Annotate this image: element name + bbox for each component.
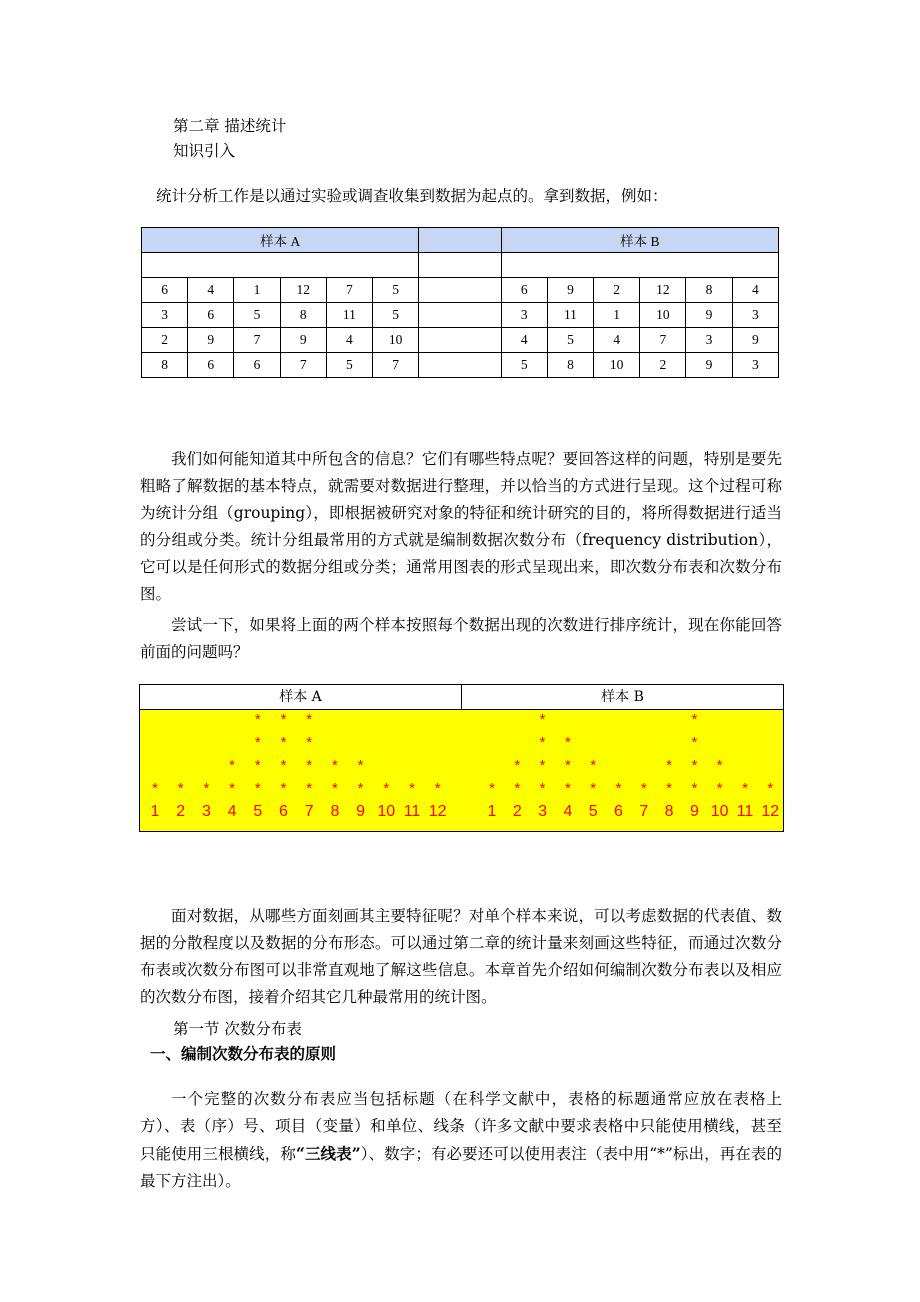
sample-a-cell: 6 (188, 303, 234, 328)
sample-b-cell: 5 (547, 328, 593, 353)
sample-a-cell: 2 (142, 328, 188, 353)
freq-star-b: * (640, 780, 647, 797)
sample-b-cell: 9 (547, 278, 593, 303)
paragraph-principles (140, 1086, 782, 1195)
sample-a-cell: 5 (326, 353, 372, 378)
freq-star-a: * (306, 734, 313, 751)
freq-label-a: 5 (253, 803, 263, 820)
frequency-chart (139, 684, 784, 832)
spacer-cell (419, 303, 501, 328)
freq-star-a: * (306, 780, 313, 797)
sample-a-cell: 5 (373, 278, 419, 303)
sample-b-cell: 10 (594, 353, 640, 378)
sample-b-cell: 8 (686, 278, 732, 303)
spacer-cell (419, 278, 501, 303)
freq-label-a: 3 (201, 803, 211, 820)
freq-star-a: * (229, 757, 236, 774)
sample-b-cell: 11 (547, 303, 593, 328)
sample-b-cell: 3 (501, 303, 547, 328)
freq-star-a: * (409, 780, 415, 797)
freq-star-b: * (666, 757, 673, 774)
freq-label-b: 1 (487, 803, 497, 820)
freq-star-b: * (691, 734, 698, 751)
sample-a-cell: 7 (373, 353, 419, 378)
sample-b-cell: 12 (640, 278, 686, 303)
sample-a-cell: 10 (373, 328, 419, 353)
sample-a-cell: 6 (234, 353, 280, 378)
sample-b-cell: 6 (501, 278, 547, 303)
paragraph-features: 面对数据，从哪些方面刻画其主要特征呢？对单个样本来说，可以考虑数据的代表值、数据的分散程度以及数据的分布形态。可以通过第二章的统计量来刻画这些特征，而通过次数分布表或次数分布图可以非常直观地了解这些信息。本章首先介绍如何编制次数分布表以及相应的次数分布图，接着介绍其它几种最常用的统计图。 (140, 907, 782, 1006)
paragraph-try: 尝试一下，如果将上面的两个样本按照每个数据出现的次数进行排序统计，现在你能回答前面的问题吗？ (140, 616, 782, 661)
freq-label-b: 12 (761, 803, 780, 820)
table-row (142, 353, 779, 378)
sample-a-cell: 6 (188, 353, 234, 378)
freq-star-b: * (514, 780, 521, 797)
freq-label-b: 10 (710, 803, 729, 820)
sample-a-cell: 6 (142, 278, 188, 303)
spacer-cell (419, 328, 501, 353)
sample-a-cell: 11 (326, 303, 372, 328)
sample-b-cell: 9 (686, 353, 732, 378)
sample-table (141, 227, 779, 378)
freq-label-a: 10 (377, 803, 396, 820)
sample-b-cell: 5 (501, 353, 547, 378)
freq-star-a: * (434, 780, 441, 797)
principles-text-2: ）、数字；有必要还可以使用表注（表中用“*”标出，再在表的最下方注出）。 (140, 1145, 782, 1190)
sample-a-cell: 8 (280, 303, 326, 328)
freq-star-a: * (280, 711, 287, 728)
sample-a-header: 样本 A (142, 228, 419, 253)
sample-a-cell: 4 (326, 328, 372, 353)
freq-label-b: 2 (512, 803, 522, 820)
frequency-plot-area (140, 710, 783, 831)
freq-label-b: 11 (736, 803, 754, 820)
freq-star-b: * (742, 780, 748, 797)
freq-label-b: 7 (639, 803, 649, 820)
freq-star-a: * (280, 734, 287, 751)
sample-a-cell: 8 (142, 353, 188, 378)
freq-label-a: 2 (176, 803, 186, 820)
freq-star-a: * (203, 780, 210, 797)
freq-star-b: * (691, 757, 698, 774)
three-line-table-term: “三线表” (295, 1144, 361, 1163)
freq-label-a: 12 (428, 803, 447, 820)
principles-text-1: 一个完整的次数分布表应当包括标题（在科学文献中，表格的标题通常应放在表格上方）、表（序）号、项目（变量）和单位、线条（许多文献中要求表格中只能使用横线，甚至只能使用三根横线，称 (140, 1090, 782, 1163)
freq-sample-b-label: 样本 B (601, 689, 644, 705)
freq-star-a: * (306, 757, 313, 774)
freq-label-a: 8 (330, 803, 340, 820)
freq-star-a: * (229, 780, 236, 797)
empty-cell (419, 253, 501, 278)
freq-star-b: * (691, 711, 698, 728)
section-title: 第一节 次数分布表 (173, 1020, 302, 1038)
freq-star-a: * (177, 780, 184, 797)
freq-star-b: * (666, 780, 673, 797)
freq-star-b: * (514, 757, 521, 774)
chapter-title: 第二章 描述统计 (173, 117, 287, 135)
freq-label-a: 11 (403, 803, 421, 820)
sample-a-cell: 7 (280, 353, 326, 378)
sample-b-cell: 9 (732, 328, 778, 353)
freq-sample-a-label: 样本 A (140, 685, 462, 709)
freq-star-b: * (564, 780, 571, 797)
sample-b-cell: 4 (732, 278, 778, 303)
sample-b-header: 样本 B (501, 228, 778, 253)
sample-b-cell: 10 (640, 303, 686, 328)
freq-star-b: * (539, 780, 546, 797)
freq-star-b: * (615, 780, 622, 797)
freq-star-b: * (539, 711, 546, 728)
freq-label-b: 8 (664, 803, 674, 820)
freq-star-a: * (254, 757, 261, 774)
sample-a-cell: 7 (326, 278, 372, 303)
sample-b-cell: 2 (594, 278, 640, 303)
table-row (142, 303, 779, 328)
freq-star-a: * (306, 711, 313, 728)
freq-star-b: * (716, 780, 723, 797)
freq-star-a: * (152, 780, 158, 797)
sample-a-cell: 1 (234, 278, 280, 303)
freq-star-b: * (539, 757, 546, 774)
freq-label-b: 4 (563, 803, 573, 820)
freq-star-a: * (254, 711, 261, 728)
freq-star-a: * (357, 780, 364, 797)
freq-star-b: * (716, 757, 723, 774)
table-row (142, 278, 779, 303)
sample-b-cell: 2 (640, 353, 686, 378)
sample-b-cell: 8 (547, 353, 593, 378)
sample-b-cell: 9 (686, 303, 732, 328)
freq-label-a: 7 (304, 803, 314, 820)
freq-star-b: * (564, 734, 571, 751)
intro-text: 统计分析工作是以通过实验或调查收集到数据为起点的。拿到数据，例如： (156, 187, 668, 205)
freq-star-b: * (564, 757, 571, 774)
paragraph-grouping: 我们如何能知道其中所包含的信息？它们有哪些特点呢？要回答这样的问题，特别是要先粗略了解数据的基本特点，就需要对数据进行整理，并以恰当的方式进行呈现。这个过程可称为统计分组（grouping），即根据被研究对象的特征和统计研究的目的，将所得数据进行适当的分组或分类。统计分组最常用的方式就是编制数据次数分布（frequency distribution），它可以是任何形式的数据分组或分类；通常用图表的形式呈现出来，即次数分布表和次数分布图。 (140, 450, 782, 603)
freq-label-a: 9 (356, 803, 366, 820)
empty-cell (501, 253, 778, 278)
freq-star-a: * (254, 734, 261, 751)
freq-label-b: 6 (614, 803, 623, 820)
freq-star-b: * (767, 780, 774, 797)
freq-label-a: 6 (279, 803, 288, 820)
sample-a-cell: 5 (373, 303, 419, 328)
sample-a-cell: 5 (234, 303, 280, 328)
freq-star-a: * (254, 780, 261, 797)
freq-star-a: * (331, 780, 338, 797)
sample-a-cell: 12 (280, 278, 326, 303)
freq-star-b: * (691, 780, 698, 797)
freq-label-b: 3 (538, 803, 548, 820)
freq-star-a: * (280, 757, 287, 774)
intro-heading: 知识引入 (173, 142, 236, 160)
freq-star-a: * (357, 757, 364, 774)
freq-label-b: 5 (588, 803, 598, 820)
sample-b-cell: 7 (640, 328, 686, 353)
table-row (142, 328, 779, 353)
sample-b-cell: 3 (732, 303, 778, 328)
sample-b-cell: 4 (501, 328, 547, 353)
freq-label-a: 4 (227, 803, 237, 820)
freq-star-a: * (280, 780, 287, 797)
freq-label-a: 1 (150, 803, 160, 820)
freq-star-a: * (383, 780, 390, 797)
empty-cell (142, 253, 419, 278)
freq-star-b: * (590, 757, 597, 774)
sample-a-cell: 3 (142, 303, 188, 328)
sample-a-cell: 9 (188, 328, 234, 353)
sample-a-cell: 4 (188, 278, 234, 303)
freq-label-b: 9 (689, 803, 699, 820)
sample-b-cell: 4 (594, 328, 640, 353)
freq-star-b: * (590, 780, 597, 797)
section-subtitle: 一、编制次数分布表的原则 (150, 1044, 337, 1063)
sample-a-cell: 7 (234, 328, 280, 353)
sample-b-cell: 3 (732, 353, 778, 378)
sample-b-cell: 3 (686, 328, 732, 353)
freq-star-b: * (489, 780, 495, 797)
freq-star-a: * (331, 757, 338, 774)
sample-a-cell: 9 (280, 328, 326, 353)
table-spacer-cell (419, 228, 501, 253)
spacer-cell (419, 353, 501, 378)
sample-b-cell: 1 (594, 303, 640, 328)
freq-star-b: * (539, 734, 546, 751)
